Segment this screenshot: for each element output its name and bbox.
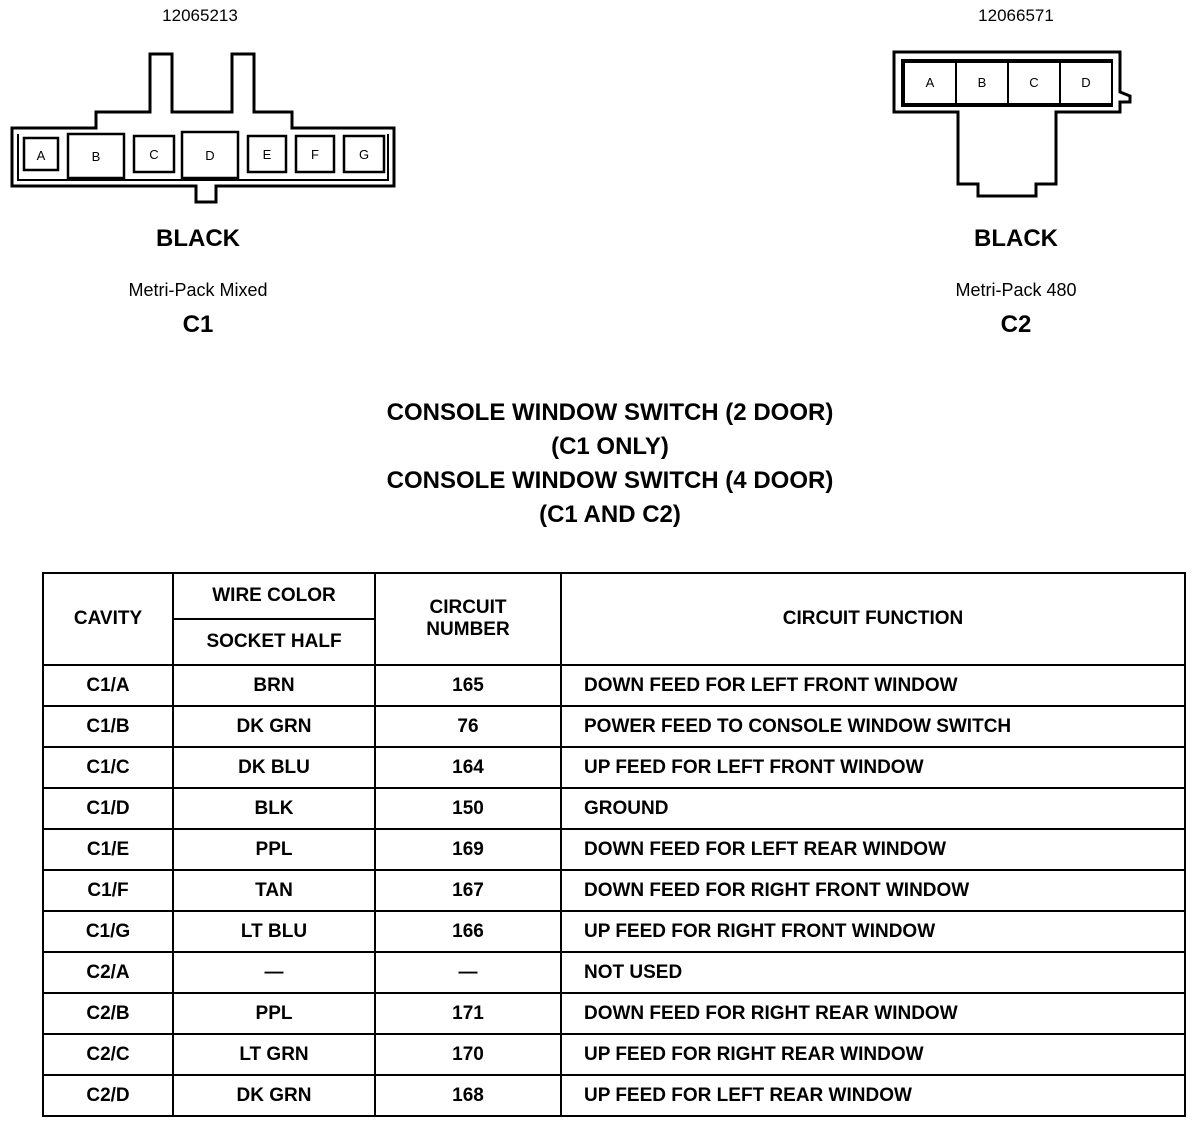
c2-connector-diagram (880, 40, 1150, 210)
cell-circuit-function: DOWN FEED FOR LEFT REAR WINDOW (561, 829, 1185, 870)
cell-cavity: C2/D (43, 1075, 173, 1116)
cell-wire-color: DK BLU (173, 747, 375, 788)
c2-cavity-label: A (925, 75, 935, 90)
cell-cavity: C1/E (43, 829, 173, 870)
cell-cavity: C1/F (43, 870, 173, 911)
cell-cavity: C2/C (43, 1034, 173, 1075)
title-line-1: CONSOLE WINDOW SWITCH (2 DOOR) (386, 399, 834, 426)
c1-cavity-c (134, 136, 174, 172)
cell-circuit-number: — (375, 952, 561, 993)
cell-cavity: C1/C (43, 747, 173, 788)
c2-cavity-label: B (977, 75, 987, 90)
cell-cavity: C2/A (43, 952, 173, 993)
c1-cavity-e (248, 136, 286, 172)
cell-circuit-number: 150 (375, 788, 561, 829)
c2-type: Metri-Pack 480 (955, 280, 1077, 300)
cell-wire-color: BLK (173, 788, 375, 829)
c1-cavity-a (24, 138, 58, 170)
c2-part-number: 12066571 (978, 6, 1054, 25)
header-wire-color: WIRE COLOR (173, 573, 375, 619)
cell-wire-color: TAN (173, 870, 375, 911)
c1-color: BLACK (156, 225, 240, 252)
cell-circuit-function: DOWN FEED FOR RIGHT FRONT WINDOW (561, 870, 1185, 911)
table-row (43, 870, 1185, 911)
cell-cavity: C1/A (43, 665, 173, 706)
table-row (43, 788, 1185, 829)
cell-circuit-function: DOWN FEED FOR RIGHT REAR WINDOW (561, 993, 1185, 1034)
c1-cavity-label: B (91, 149, 101, 164)
cell-wire-color: LT BLU (173, 911, 375, 952)
header-circuit-number (375, 573, 561, 665)
cell-wire-color: LT GRN (173, 1034, 375, 1075)
cell-cavity: C1/B (43, 706, 173, 747)
title-line-4: (C1 AND C2) (539, 501, 681, 528)
title-line-2: (C1 ONLY) (551, 433, 669, 460)
cell-cavity: C2/B (43, 993, 173, 1034)
c1-connector-diagram (0, 0, 420, 215)
cell-circuit-function: NOT USED (561, 952, 1185, 993)
pinout-table (42, 572, 1186, 1117)
c2-cavity-c (1008, 62, 1060, 104)
title-line-3: CONSOLE WINDOW SWITCH (4 DOOR) (386, 467, 834, 494)
header-socket-half: SOCKET HALF (173, 619, 375, 665)
table-row (43, 911, 1185, 952)
c2-cavity-a (904, 62, 956, 104)
cell-wire-color: PPL (173, 829, 375, 870)
cell-circuit-function: UP FEED FOR LEFT FRONT WINDOW (561, 747, 1185, 788)
c1-id: C1 (182, 311, 214, 338)
c1-cavity-label: F (311, 147, 319, 162)
cell-cavity: C1/D (43, 788, 173, 829)
pinout-body (43, 665, 1185, 1116)
c2-cavity-b (956, 62, 1008, 104)
c2-cavity-d (1060, 62, 1112, 104)
c1-type: Metri-Pack Mixed (128, 280, 268, 300)
c1-cavity-b (68, 134, 124, 178)
cell-circuit-number: 171 (375, 993, 561, 1034)
header-circuit-function: CIRCUIT FUNCTION (561, 573, 1185, 665)
c2-cavity-label: C (1029, 75, 1039, 90)
table-row (43, 1034, 1185, 1075)
cell-cavity: C1/G (43, 911, 173, 952)
cell-wire-color: DK GRN (173, 1075, 375, 1116)
cell-circuit-function: UP FEED FOR RIGHT FRONT WINDOW (561, 911, 1185, 952)
cell-wire-color: BRN (173, 665, 375, 706)
table-row (43, 747, 1185, 788)
table-row (43, 665, 1185, 706)
cell-circuit-number: 167 (375, 870, 561, 911)
c1-cavity-label: C (149, 147, 159, 162)
table-row (43, 952, 1185, 993)
cell-circuit-function: UP FEED FOR LEFT REAR WINDOW (561, 1075, 1185, 1116)
table-row (43, 706, 1185, 747)
header-circuit-number-line1: CIRCUIT (429, 597, 507, 618)
table-row (43, 829, 1185, 870)
cell-circuit-function: GROUND (561, 788, 1185, 829)
c1-cavity-label: A (36, 148, 46, 163)
c1-cavity-f (296, 136, 334, 172)
cell-circuit-number: 168 (375, 1075, 561, 1116)
cell-wire-color: — (173, 952, 375, 993)
c1-part-number: 12065213 (162, 6, 238, 25)
table-row (43, 1075, 1185, 1116)
cell-circuit-number: 76 (375, 706, 561, 747)
c1-cavity-g (344, 136, 384, 172)
cell-wire-color: DK GRN (173, 706, 375, 747)
cell-circuit-function: DOWN FEED FOR LEFT FRONT WINDOW (561, 665, 1185, 706)
c1-cavity-label: E (262, 147, 272, 162)
cell-circuit-number: 165 (375, 665, 561, 706)
c2-id: C2 (1000, 311, 1032, 338)
cell-circuit-number: 169 (375, 829, 561, 870)
c2-cavity-label: D (1081, 75, 1091, 90)
c2-color: BLACK (974, 225, 1058, 252)
diagram-title (300, 396, 920, 532)
cell-circuit-function: POWER FEED TO CONSOLE WINDOW SWITCH (561, 706, 1185, 747)
header-circuit-number-line2: NUMBER (426, 619, 510, 640)
cell-circuit-number: 170 (375, 1034, 561, 1075)
cell-wire-color: PPL (173, 993, 375, 1034)
c1-cavity-label: G (358, 147, 370, 162)
cell-circuit-number: 166 (375, 911, 561, 952)
header-cavity: CAVITY (43, 573, 173, 665)
c1-cavity-label: D (205, 148, 215, 163)
c1-cavity-d (182, 132, 238, 178)
table-row (43, 993, 1185, 1034)
cell-circuit-number: 164 (375, 747, 561, 788)
cell-circuit-function: UP FEED FOR RIGHT REAR WINDOW (561, 1034, 1185, 1075)
